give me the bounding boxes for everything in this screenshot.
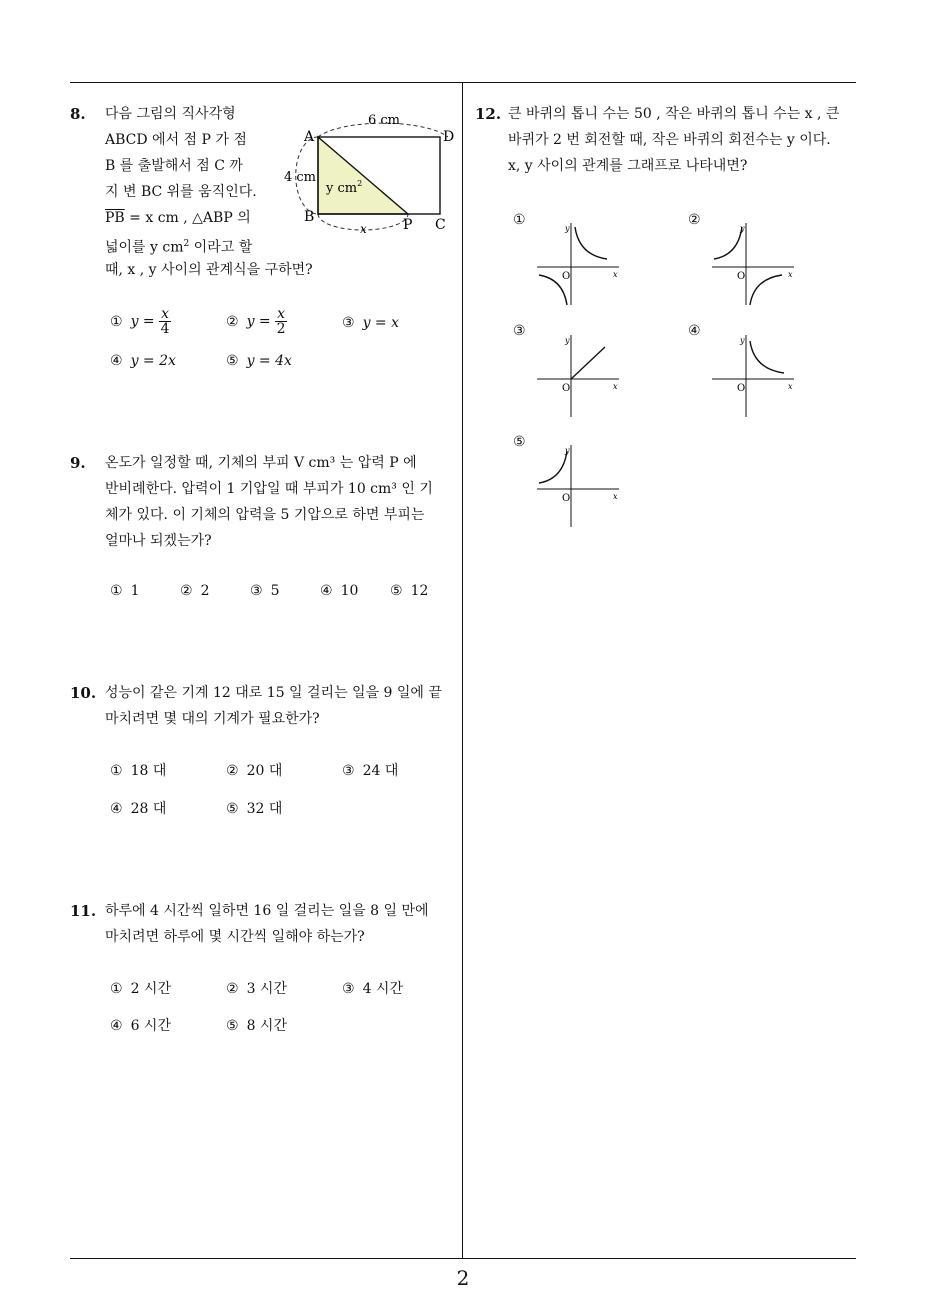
graph-option-1[interactable]: ① [513,212,526,228]
question-11 [70,898,460,1038]
option-4[interactable]: ④ 28 대 [110,801,167,817]
option-5[interactable]: ⑤ 12 [390,583,429,599]
question-number: 11. [70,902,97,920]
top-length: 6 cm [368,113,401,128]
option-3[interactable]: ③ y = x [342,315,399,331]
svg-text:O: O [737,383,746,394]
question-text [508,101,860,179]
question-text [105,450,460,554]
superscript: 2 [183,239,190,249]
text-line: 지 변 BC 위를 움직인다. [105,184,257,200]
graph-4 [710,331,800,421]
option-4[interactable]: ④ 10 [320,583,359,599]
svg-text:y: y [740,336,745,345]
text-line: 마치려면 몇 대의 기계가 필요한가? [105,711,320,727]
text-line: x, y 사이의 관계를 그래프로 나타내면? [508,158,748,174]
column-divider [462,83,463,1258]
graph-option-3[interactable]: ③ [513,323,526,339]
option-5[interactable]: ⑤ 8 시간 [226,1018,287,1034]
text-line: 체가 있다. 이 기체의 압력을 5 기압으로 하면 부피는 [105,507,425,523]
option-5[interactable]: ⑤ 32 대 [226,801,283,817]
text-line: 때, x , y 사이의 관계식을 구하면? [105,262,313,278]
graph-option-5[interactable]: ⑤ [513,434,526,450]
text-line [105,231,305,257]
svg-text:O: O [562,383,571,394]
label-p: P [403,217,413,233]
question-number: 9. [70,454,86,472]
option-3[interactable]: ③ 4 시간 [342,981,403,997]
svg-text:x: x [613,492,618,501]
area-label: y $cm^2$ [326,179,363,196]
svg-text:y: y [740,224,745,233]
option-1[interactable]: ① y = $\frac{x}{4}$ [110,306,170,337]
text-line [105,205,305,231]
bottom-length: x [360,222,367,236]
svg-text:x: x [788,270,793,279]
label-c: C [435,217,446,233]
svg-text:y: y [565,224,570,233]
question-8 [70,101,460,391]
graph-5 [535,441,625,531]
option-2[interactable]: ② 2 [180,583,210,599]
text-line: B 를 출발해서 점 C 까 [105,158,243,174]
text-line: 바퀴가 2 번 회전할 때, 작은 바퀴의 회전수는 y 이다. [508,132,831,148]
text-line: 다음 그림의 직사각형 [105,106,236,122]
svg-text:O: O [562,271,571,282]
text-fragment: 이라고 할 [189,239,253,256]
graph-3 [535,331,625,421]
text-line: 하루에 4 시간씩 일하면 16 일 걸리는 일을 8 일 만에 [105,903,429,919]
option-5[interactable]: ⑤ y = 4x [226,353,292,369]
text-line: 얼마나 되겠는가? [105,533,212,549]
question-number: 8. [70,105,86,123]
question-10 [70,680,460,820]
question-12 [475,101,860,541]
bottom-rule [70,1258,856,1259]
svg-text:y: y [565,446,570,455]
option-1[interactable]: ① 18 대 [110,763,167,779]
question-number: 10. [70,684,97,702]
label-d: D [443,129,455,145]
question-text [105,101,313,283]
option-4[interactable]: ④ y = 2x [110,353,176,369]
question-text [105,680,460,732]
text-line: 온도가 일정할 때, 기체의 부피 V cm³ 는 압력 P 에 [105,455,417,471]
graph-1 [535,219,625,309]
option-1[interactable]: ① 2 시간 [110,981,171,997]
option-1[interactable]: ① 1 [110,583,140,599]
svg-text:x: x [613,382,618,391]
svg-text:O: O [562,493,571,504]
graph-option-2[interactable]: ② [688,212,701,228]
segment-pb: $\overline{PB}$ [105,210,125,226]
text-line: 마치려면 하루에 몇 시간씩 일해야 하는가? [105,929,365,945]
option-3[interactable]: ③ 5 [250,583,280,599]
top-rule [70,82,856,83]
question-number: 12. [475,105,502,123]
triangle-abp [318,137,408,214]
svg-text:y: y [565,336,570,345]
svg-text:x: x [613,270,618,279]
label-a: A [304,129,315,145]
svg-text:O: O [737,271,746,282]
svg-text:x: x [788,382,793,391]
rectangle-figure [280,107,455,237]
text-line: 반비례한다. 압력이 1 기압일 때 부피가 10 cm³ 인 기 [105,481,433,497]
question-9 [70,450,460,610]
page-number: 2 [456,1266,470,1290]
text-line: 큰 바퀴의 톱니 수는 50 , 작은 바퀴의 톱니 수는 x , 큰 [508,106,840,122]
graph-2 [710,219,800,309]
text-fragment: = x cm , △ABP 의 [124,210,251,226]
text-fragment: 넓이를 y cm [105,239,184,256]
option-2[interactable]: ② 20 대 [226,763,283,779]
left-length: 4 cm [284,170,317,185]
option-4[interactable]: ④ 6 시간 [110,1018,171,1034]
text-line: 성능이 같은 기계 12 대로 15 일 걸리는 일을 9 일에 끝 [105,685,442,701]
question-text [105,898,460,950]
label-b: B [304,209,315,225]
option-3[interactable]: ③ 24 대 [342,763,399,779]
graph-option-4[interactable]: ④ [688,323,701,339]
option-2[interactable]: ② y = $\frac{x}{2}$ [226,306,286,337]
option-2[interactable]: ② 3 시간 [226,981,287,997]
text-line: ABCD 에서 점 P 가 점 [105,132,247,148]
